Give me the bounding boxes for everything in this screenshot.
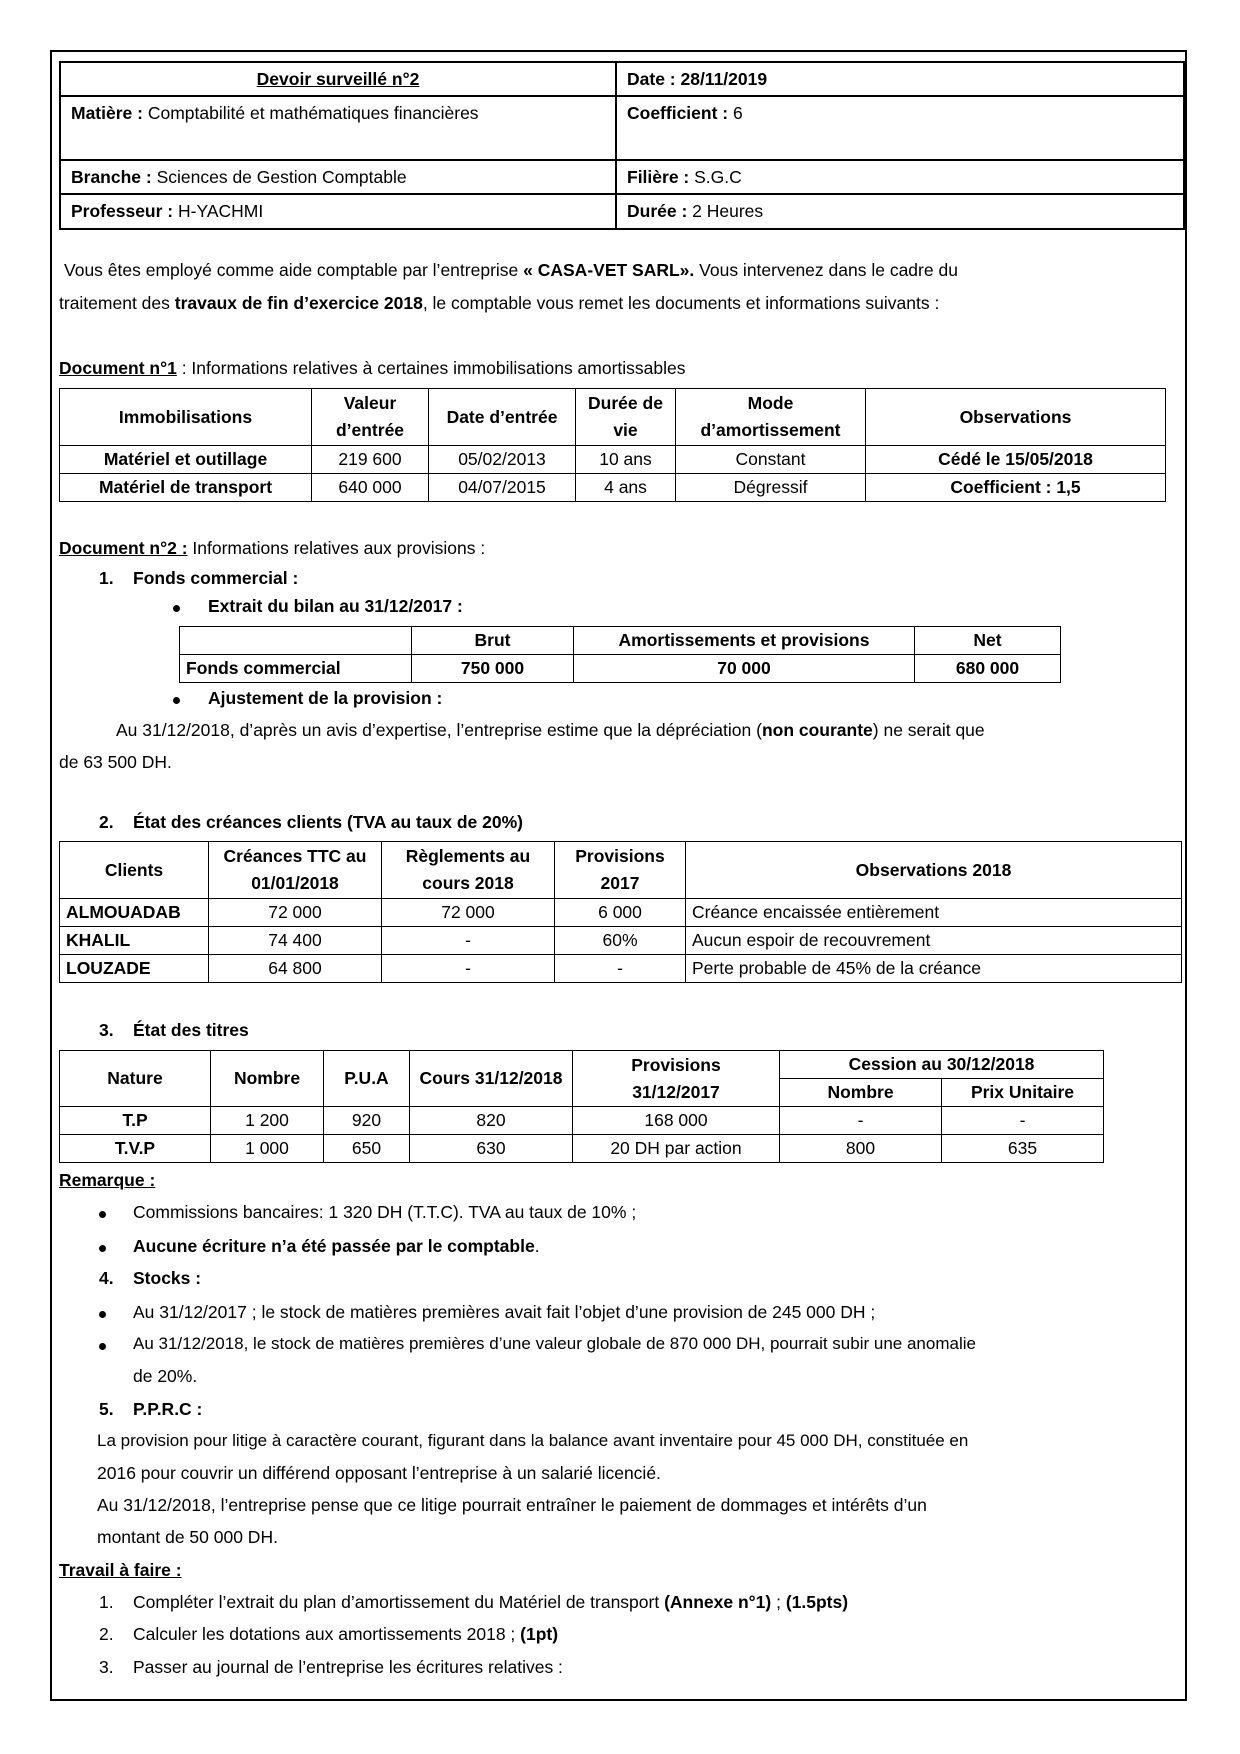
cell: 10 ans (576, 446, 676, 474)
cell: 6 000 (555, 899, 686, 927)
col-header: Amortissements et provisions (574, 627, 915, 655)
cell: Matériel et outillage (60, 446, 312, 474)
section-1-number: 1. (99, 568, 114, 588)
cell: 635 (942, 1135, 1104, 1163)
table-row (60, 927, 1182, 955)
task-2: 2. Calculer les dotations aux amortissements 2018 ; (1pt) (99, 1624, 559, 1644)
col-header: Créances TTC au 01/01/2018 (209, 842, 382, 899)
cell: T.V.P (60, 1135, 211, 1163)
bullet-icon (173, 605, 180, 612)
section-1-title: Fonds commercial : (133, 568, 299, 588)
cell: KHALIL (60, 927, 209, 955)
exam-title: Devoir surveillé n°2 (60, 62, 616, 96)
immobilisations-table (59, 388, 1166, 502)
cell: 650 (324, 1135, 410, 1163)
cell: 168 000 (573, 1107, 780, 1135)
col-header: Nombre (211, 1051, 324, 1107)
bilan-extract-label: Extrait du bilan au 31/12/2017 : (208, 596, 463, 616)
section-5-number: 5. (99, 1399, 114, 1419)
cell: Matériel de transport (60, 474, 312, 502)
section-2-title: État des créances clients (TVA au taux de 20%) (133, 812, 524, 832)
cell: LOUZADE (60, 955, 209, 983)
section-3-number: 3. (99, 1020, 114, 1040)
adjustment-text-1: Au 31/12/2018, d’après un avis d’expertise, l’entreprise estime que la dépréciation (non courante) ne serait que (116, 720, 985, 740)
table-row (60, 474, 1166, 502)
cell: - (942, 1107, 1104, 1135)
remarque-heading: Remarque : (59, 1170, 156, 1190)
remark-2: Aucune écriture n’a été passée par le comptable. (133, 1236, 540, 1256)
bullet-icon (99, 1211, 106, 1218)
fonds-commercial-table (179, 626, 1061, 683)
stock-1: Au 31/12/2017 ; le stock de matières premières avait fait l’objet d’une provision de 245 000 DH ; (133, 1302, 876, 1322)
cell: 820 (410, 1107, 573, 1135)
table-row (60, 955, 1182, 983)
cell: 680 000 (915, 655, 1061, 683)
table-row (60, 899, 1182, 927)
duration: Durée : 2 Heures (616, 194, 1184, 229)
bullet-icon (99, 1245, 106, 1252)
document-1-heading: Document n°1 : Informations relatives à certaines immobilisations amortissables (59, 358, 686, 378)
stock-2: Au 31/12/2018, le stock de matières premières d’une valeur globale de 870 000 DH, pourrait subir une anomalie (133, 1334, 976, 1353)
table-row (60, 1135, 1104, 1163)
col-header: Provisions 31/12/2017 (573, 1051, 780, 1107)
table-header-row (60, 842, 1182, 899)
section-2-number: 2. (99, 812, 114, 832)
col-header: Provisions 2017 (555, 842, 686, 899)
col-header: Cours 31/12/2018 (410, 1051, 573, 1107)
intro-line-1: Vous êtes employé comme aide comptable par l’entreprise « CASA-VET SARL». Vous intervenez dans le cadre du (64, 260, 958, 280)
remark-1: Commissions bancaires: 1 320 DH (T.T.C). TVA au taux de 10% ; (133, 1202, 637, 1222)
clients-table (59, 841, 1182, 983)
section-3-title: État des titres (133, 1020, 249, 1040)
table-row (60, 446, 1166, 474)
provision-adjustment-label: Ajustement de la provision : (208, 688, 443, 708)
branch: Branche : Sciences de Gestion Comptable (60, 160, 616, 194)
document-2-heading: Document n°2 : Informations relatives aux provisions : (59, 538, 486, 558)
cell: Constant (676, 446, 866, 474)
col-header: Clients (60, 842, 209, 899)
col-header: Valeur d’entrée (312, 389, 429, 446)
titres-table (59, 1050, 1104, 1163)
col-header (180, 627, 412, 655)
stock-2-cont: de 20%. (133, 1366, 198, 1386)
bullet-icon (99, 1311, 106, 1318)
table-header-row (60, 1051, 1104, 1079)
cell: 920 (324, 1107, 410, 1135)
section-4-number: 4. (99, 1268, 114, 1288)
col-header: Observations (866, 389, 1166, 446)
pprc-line-2: 2016 pour couvrir un différend opposant l’entreprise à un salarié licencié. (97, 1463, 661, 1483)
adjustment-text-2: de 63 500 DH. (59, 752, 172, 772)
table-row (60, 1107, 1104, 1135)
col-header: Nombre (780, 1079, 942, 1107)
professor: Professeur : H-YACHMI (60, 194, 616, 229)
pprc-line-3: Au 31/12/2018, l’entreprise pense que ce litige pourrait entraîner le paiement de dommages et intérêts d’un (97, 1495, 927, 1515)
col-header: Net (915, 627, 1061, 655)
section-5-title: P.P.R.C : (133, 1399, 203, 1419)
col-header: Brut (412, 627, 574, 655)
cell: Perte probable de 45% de la créance (686, 955, 1182, 983)
cell: 640 000 (312, 474, 429, 502)
pprc-line-1: La provision pour litige à caractère courant, figurant dans la balance avant inventaire pour 45 000 DH, constituée en (97, 1431, 969, 1450)
cell: - (382, 927, 555, 955)
table-header-row (180, 627, 1061, 655)
col-header: Observations 2018 (686, 842, 1182, 899)
cell: 72 000 (382, 899, 555, 927)
travail-heading: Travail à faire : (59, 1560, 182, 1580)
col-header: Nature (60, 1051, 211, 1107)
bullet-icon (173, 697, 180, 704)
cell: 04/07/2015 (429, 474, 576, 502)
cell: 05/02/2013 (429, 446, 576, 474)
col-header: Immobilisations (60, 389, 312, 446)
cell: Coefficient : 1,5 (866, 474, 1166, 502)
cell: ALMOUADAB (60, 899, 209, 927)
col-header: Mode d’amortissement (676, 389, 866, 446)
cell: 70 000 (574, 655, 915, 683)
cell: - (780, 1107, 942, 1135)
coefficient: Coefficient : 6 (616, 96, 1184, 160)
cell: 1 000 (211, 1135, 324, 1163)
col-header: Cession au 30/12/2018 (780, 1051, 1104, 1079)
cell: 750 000 (412, 655, 574, 683)
table-header-row (60, 389, 1166, 446)
cell: Dégressif (676, 474, 866, 502)
cell: Créance encaissée entièrement (686, 899, 1182, 927)
section-4-title: Stocks : (133, 1268, 202, 1288)
col-header: Durée de vie (576, 389, 676, 446)
subject: Matière : Comptabilité et mathématiques financières (60, 96, 616, 160)
cell: 800 (780, 1135, 942, 1163)
cell: 630 (410, 1135, 573, 1163)
cell: 4 ans (576, 474, 676, 502)
task-1: 1. Compléter l’extrait du plan d’amortissement du Matériel de transport (Annexe n°1) ; (1.5pts) (99, 1592, 849, 1612)
col-header: Date d’entrée (429, 389, 576, 446)
pprc-line-4: montant de 50 000 DH. (97, 1527, 278, 1547)
cell: - (555, 955, 686, 983)
task-3: 3. Passer au journal de l’entreprise les écritures relatives : (99, 1657, 563, 1677)
intro-line-2: traitement des travaux de fin d’exercice 2018, le comptable vous remet les documents et informations suivants : (59, 293, 940, 313)
cell: - (382, 955, 555, 983)
header-table (59, 61, 1185, 230)
cell: 72 000 (209, 899, 382, 927)
cell: 64 800 (209, 955, 382, 983)
col-header: Prix Unitaire (942, 1079, 1104, 1107)
col-header: P.U.A (324, 1051, 410, 1107)
table-row (180, 655, 1061, 683)
cell: 60% (555, 927, 686, 955)
col-header: Règlements au cours 2018 (382, 842, 555, 899)
cell: T.P (60, 1107, 211, 1135)
cell: Cédé le 15/05/2018 (866, 446, 1166, 474)
cell: 1 200 (211, 1107, 324, 1135)
cell: Aucun espoir de recouvrement (686, 927, 1182, 955)
cell: 20 DH par action (573, 1135, 780, 1163)
exam-date: Date : 28/11/2019 (616, 62, 1184, 96)
cell: Fonds commercial (180, 655, 412, 683)
cell: 219 600 (312, 446, 429, 474)
track: Filière : S.G.C (616, 160, 1184, 194)
bullet-icon (99, 1343, 106, 1350)
cell: 74 400 (209, 927, 382, 955)
